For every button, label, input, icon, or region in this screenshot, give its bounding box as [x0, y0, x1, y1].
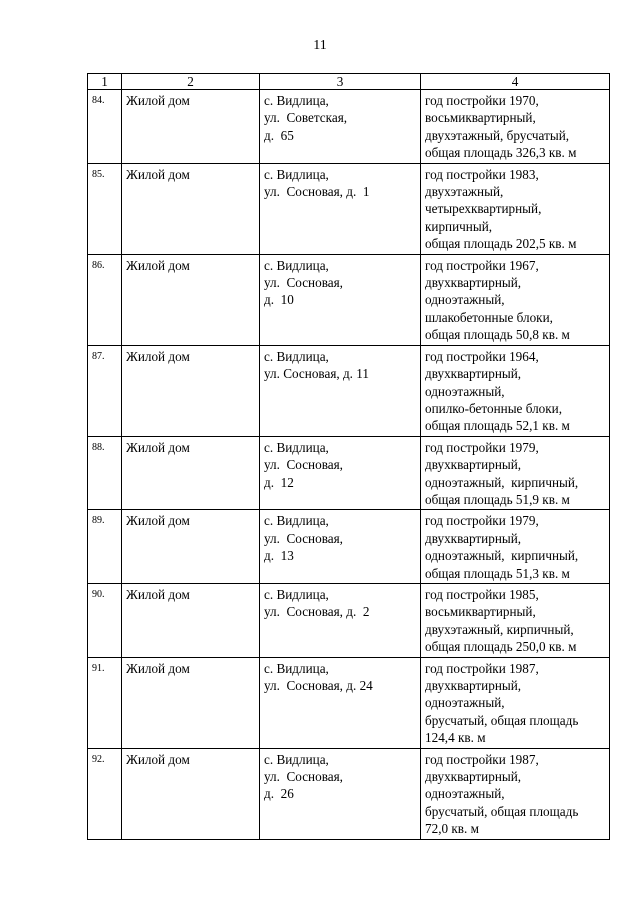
address-line: с. Видлица, [264, 439, 329, 455]
table-row [88, 583, 610, 657]
address-line: с. Видлица, [264, 660, 329, 676]
description-line: год постройки 1979, [425, 439, 539, 455]
description-line: брусчатый, общая площадь [425, 712, 579, 728]
description-line: одноэтажный, [425, 695, 505, 711]
description-line: общая площадь 50,8 кв. м [425, 327, 570, 343]
description-line: брусчатый, общая площадь [425, 803, 579, 819]
description-line: двухквартирный, [425, 275, 522, 291]
description-line: одноэтажный, [425, 292, 505, 308]
address-line: с. Видлица, [264, 513, 329, 529]
description-line: двухквартирный, [425, 457, 522, 473]
description-line: 72,0 кв. м [425, 821, 479, 837]
description-line: одноэтажный, [425, 383, 505, 399]
address-line: д. 12 [264, 474, 294, 490]
row-number: 92. [88, 748, 122, 839]
object-name: Жилой дом [122, 657, 260, 748]
row-number: 87. [88, 345, 122, 436]
object-address [260, 510, 421, 584]
table-header-row [88, 74, 610, 90]
address-line: с. Видлица, [264, 586, 329, 602]
object-address [260, 90, 421, 164]
address-line: ул. Советская, [264, 110, 348, 126]
table-body [88, 90, 610, 840]
address-line: д. 13 [264, 548, 294, 564]
description-line: двухэтажный, [425, 184, 504, 200]
address-line: с. Видлица, [264, 166, 329, 182]
address-line: д. 10 [264, 292, 294, 308]
description-line: кирпичный, [425, 218, 493, 234]
description-line: общая площадь 51,9 кв. м [425, 491, 570, 507]
description-line: год постройки 1967, [425, 257, 539, 273]
row-number: 90. [88, 583, 122, 657]
address-line: ул. Сосновая, [264, 275, 343, 291]
table-row [88, 748, 610, 839]
object-address [260, 657, 421, 748]
object-description [421, 90, 610, 164]
description-line: опилко-бетонные блоки, [425, 400, 563, 416]
object-description [421, 163, 610, 254]
description-line: общая площадь 326,3 кв. м [425, 145, 577, 161]
address-line: ул. Сосновая, д. 2 [264, 604, 370, 620]
object-description [421, 345, 610, 436]
object-name: Жилой дом [122, 163, 260, 254]
description-line: год постройки 1987, [425, 660, 539, 676]
description-line: год постройки 1983, [425, 166, 539, 182]
description-line: восьмиквартирный, [425, 604, 536, 620]
table-row [88, 436, 610, 510]
object-address [260, 583, 421, 657]
description-line: одноэтажный, кирпичный, [425, 474, 579, 490]
object-description [421, 436, 610, 510]
address-line: с. Видлица, [264, 751, 329, 767]
description-line: одноэтажный, кирпичный, [425, 548, 579, 564]
address-line: с. Видлица, [264, 348, 329, 364]
description-line: 124,4 кв. м [425, 730, 486, 746]
object-address [260, 436, 421, 510]
description-line: общая площадь 52,1 кв. м [425, 418, 570, 434]
row-number: 86. [88, 254, 122, 345]
object-address [260, 163, 421, 254]
description-line: двухэтажный, брусчатый, [425, 127, 570, 143]
description-line: четырехквартирный, [425, 201, 542, 217]
object-description [421, 657, 610, 748]
row-number: 84. [88, 90, 122, 164]
address-line: ул. Сосновая, д. 24 [264, 678, 373, 693]
description-line: год постройки 1964, [425, 348, 539, 364]
object-name: Жилой дом [122, 510, 260, 584]
object-name: Жилой дом [122, 583, 260, 657]
object-address [260, 748, 421, 839]
address-line: ул. Сосновая, [264, 769, 343, 785]
description-line: двухэтажный, кирпичный, [425, 621, 574, 637]
column-header-4: 4 [421, 74, 610, 90]
row-number: 91. [88, 657, 122, 748]
description-line: одноэтажный, [425, 786, 505, 802]
property-registry-table [87, 73, 610, 840]
address-line: ул. Сосновая, д. 1 [264, 184, 370, 200]
object-address [260, 345, 421, 436]
description-line: год постройки 1979, [425, 513, 539, 529]
object-description [421, 583, 610, 657]
object-name: Жилой дом [122, 436, 260, 510]
address-line: ул. Сосновая, [264, 530, 343, 546]
object-name: Жилой дом [122, 748, 260, 839]
row-number: 89. [88, 510, 122, 584]
column-header-3: 3 [260, 74, 421, 90]
address-line: с. Видлица, [264, 257, 329, 273]
description-line: двухквартирный, [425, 769, 522, 785]
object-address [260, 254, 421, 345]
column-header-1: 1 [88, 74, 122, 90]
column-header-2: 2 [122, 74, 260, 90]
table-row [88, 90, 610, 164]
object-description [421, 254, 610, 345]
row-number: 85. [88, 163, 122, 254]
table-row [88, 345, 610, 436]
object-description [421, 510, 610, 584]
description-line: год постройки 1970, [425, 93, 539, 108]
description-line: двухквартирный, [425, 366, 522, 382]
description-line: двухквартирный, [425, 678, 522, 693]
table-row [88, 510, 610, 584]
row-number: 88. [88, 436, 122, 510]
description-line: год постройки 1987, [425, 751, 539, 767]
table-row [88, 657, 610, 748]
description-line: двухквартирный, [425, 530, 522, 546]
address-line: ул. Сосновая, [264, 457, 343, 473]
description-line: общая площадь 250,0 кв. м [425, 639, 577, 655]
address-line: д. 65 [264, 127, 294, 143]
address-line: с. Видлица, [264, 93, 329, 108]
description-line: восьмиквартирный, [425, 110, 536, 126]
description-line: общая площадь 202,5 кв. м [425, 236, 577, 252]
object-name: Жилой дом [122, 254, 260, 345]
page-number: 11 [313, 38, 327, 53]
object-name: Жилой дом [122, 90, 260, 164]
description-line: общая площадь 51,3 кв. м [425, 565, 570, 581]
address-line: ул. Сосновая, д. 11 [264, 366, 369, 382]
description-line: шлакобетонные блоки, [425, 309, 553, 325]
description-line: год постройки 1985, [425, 586, 539, 602]
table-row [88, 254, 610, 345]
object-name: Жилой дом [122, 345, 260, 436]
object-description [421, 748, 610, 839]
table-row [88, 163, 610, 254]
address-line: д. 26 [264, 786, 294, 802]
